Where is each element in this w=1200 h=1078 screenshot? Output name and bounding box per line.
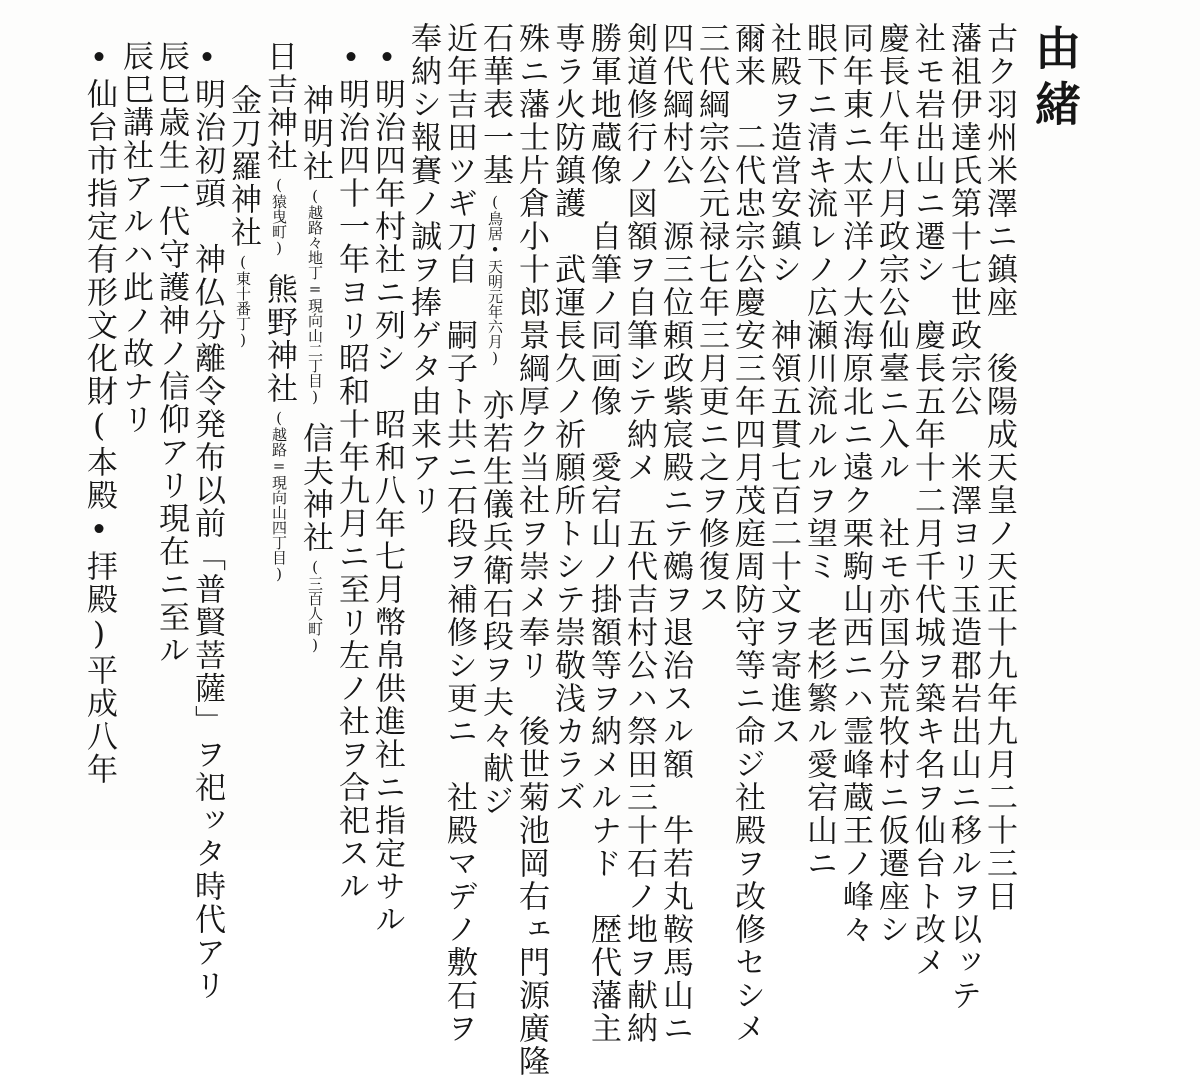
text-column-8: 爾来 二代忠宗公慶安三年四月茂庭周防守等ニ命ジ社殿ヲ改修セシメ bbox=[729, 22, 765, 1045]
column-20-b: 信夫神社 bbox=[297, 422, 333, 554]
text-column-14: 殊ニ藩士片倉小十郎景綱厚ク当社ヲ崇メ奉リ 後世菊池岡右ェ門源廣隆 bbox=[513, 22, 549, 1078]
column-21-b-note: (越路=現向山四丁目) bbox=[270, 409, 288, 583]
text-column-26: •仙台市指定有形文化財(本殿•拝殿)平成八年 bbox=[81, 40, 117, 786]
text-column-5: 同年東ニ太平洋ノ大海原北ニ遠ク栗駒山西ニハ霊峰蔵王ノ峰々 bbox=[837, 22, 873, 946]
text-column-11: 剣道修行ノ図額ヲ自筆シテ納メ 五代吉村公ハ祭田三十石ノ地ヲ献納 bbox=[621, 22, 657, 1045]
text-column-3: 社モ岩出山ニ遷シ 慶長五年十二月千代城ヲ築キ名ヲ仙台ト改メ bbox=[909, 22, 945, 979]
column-20-main: 神明社 bbox=[297, 84, 333, 183]
text-column-22 bbox=[225, 84, 261, 349]
column-20-b-note: (三百人町) bbox=[306, 558, 324, 654]
text-column-18: •明治四年村社ニ列シ 昭和八年七月幣帛供進社ニ指定サル bbox=[369, 40, 405, 936]
text-column-7: 社殿ヲ造営安鎮シ 神領五貫七百二十文ヲ寄進ス bbox=[765, 22, 801, 748]
text-column-21 bbox=[261, 40, 297, 583]
column-22-main: 金刀羅神社 bbox=[225, 84, 261, 249]
text-column-17: 奉納シ報賽ノ誠ヲ捧ゲタ由来アリ bbox=[405, 22, 441, 517]
text-column-13: 専ラ火防鎮護 武運長久ノ祈願所トシテ崇敬浅カラズ bbox=[549, 22, 585, 814]
document-title: 由緒 bbox=[1028, 24, 1082, 136]
text-column-16: 近年吉田ツギ刀自 嗣子ト共ニ石段ヲ補修シ更ニ 社殿マデノ敷石ヲ bbox=[441, 22, 477, 1045]
column-21-note: (猿曳町) bbox=[270, 176, 288, 257]
column-15-note: (鳥居•天明元年六月) bbox=[486, 193, 504, 367]
text-column-12: 勝軍地蔵像 自筆ノ同画像 愛宕山ノ掛額等ヲ納メルナド 歴代藩主 bbox=[585, 22, 621, 1045]
text-column-6: 眼下ニ清キ流レノ広瀬川流ルルヲ望ミ 老杉繁ル愛宕山ニ bbox=[801, 22, 837, 880]
text-column-2: 藩祖伊達氏第十七世政宗公 米澤ヨリ玉造郡岩出山ニ移ルヲ以ッテ bbox=[945, 22, 981, 1012]
text-column-9: 三代綱宗公元禄七年三月更ニ之ヲ修復ス bbox=[693, 22, 729, 616]
text-column-20 bbox=[297, 84, 333, 654]
text-column-23: •明治初頭 神仏分離令発布以前「普賢菩薩」ヲ祀ッタ時代アリ bbox=[189, 40, 225, 1002]
text-column-19: •明治四十一年ヨリ昭和十年九月ニ至リ左ノ社ヲ合祀スル bbox=[333, 40, 369, 903]
column-20-note: (越路々地丁=現向山二丁目) bbox=[306, 187, 324, 406]
text-column-15 bbox=[477, 22, 513, 818]
text-column-25: 辰巳講社アルハ此ノ故ナリ bbox=[117, 40, 153, 436]
column-21-main: 日吉神社 bbox=[261, 40, 297, 172]
text-column-10: 四代綱村公 源三位頼政紫宸殿ニテ鵺ヲ退治スル額 牛若丸鞍馬山ニ bbox=[657, 22, 693, 1045]
column-21-b: 熊野神社 bbox=[261, 273, 297, 405]
text-column-24: 辰巳歳生一代守護神ノ信仰アリ現在ニ至ル bbox=[153, 40, 189, 667]
text-column-1: 古ク羽州米澤ニ鎮座 後陽成天皇ノ天正十九年九月二十三日 bbox=[981, 22, 1017, 913]
column-15-main: 石華表一基 bbox=[477, 22, 513, 187]
column-22-note: (東十番丁) bbox=[234, 253, 252, 349]
text-column-4: 慶長八年八月政宗公仙臺ニ入ル 社モ亦国分荒牧村ニ仮遷座シ bbox=[873, 22, 909, 946]
column-15-tail: 亦若生儀兵衛石段ヲ夫々献ジ bbox=[477, 389, 513, 818]
